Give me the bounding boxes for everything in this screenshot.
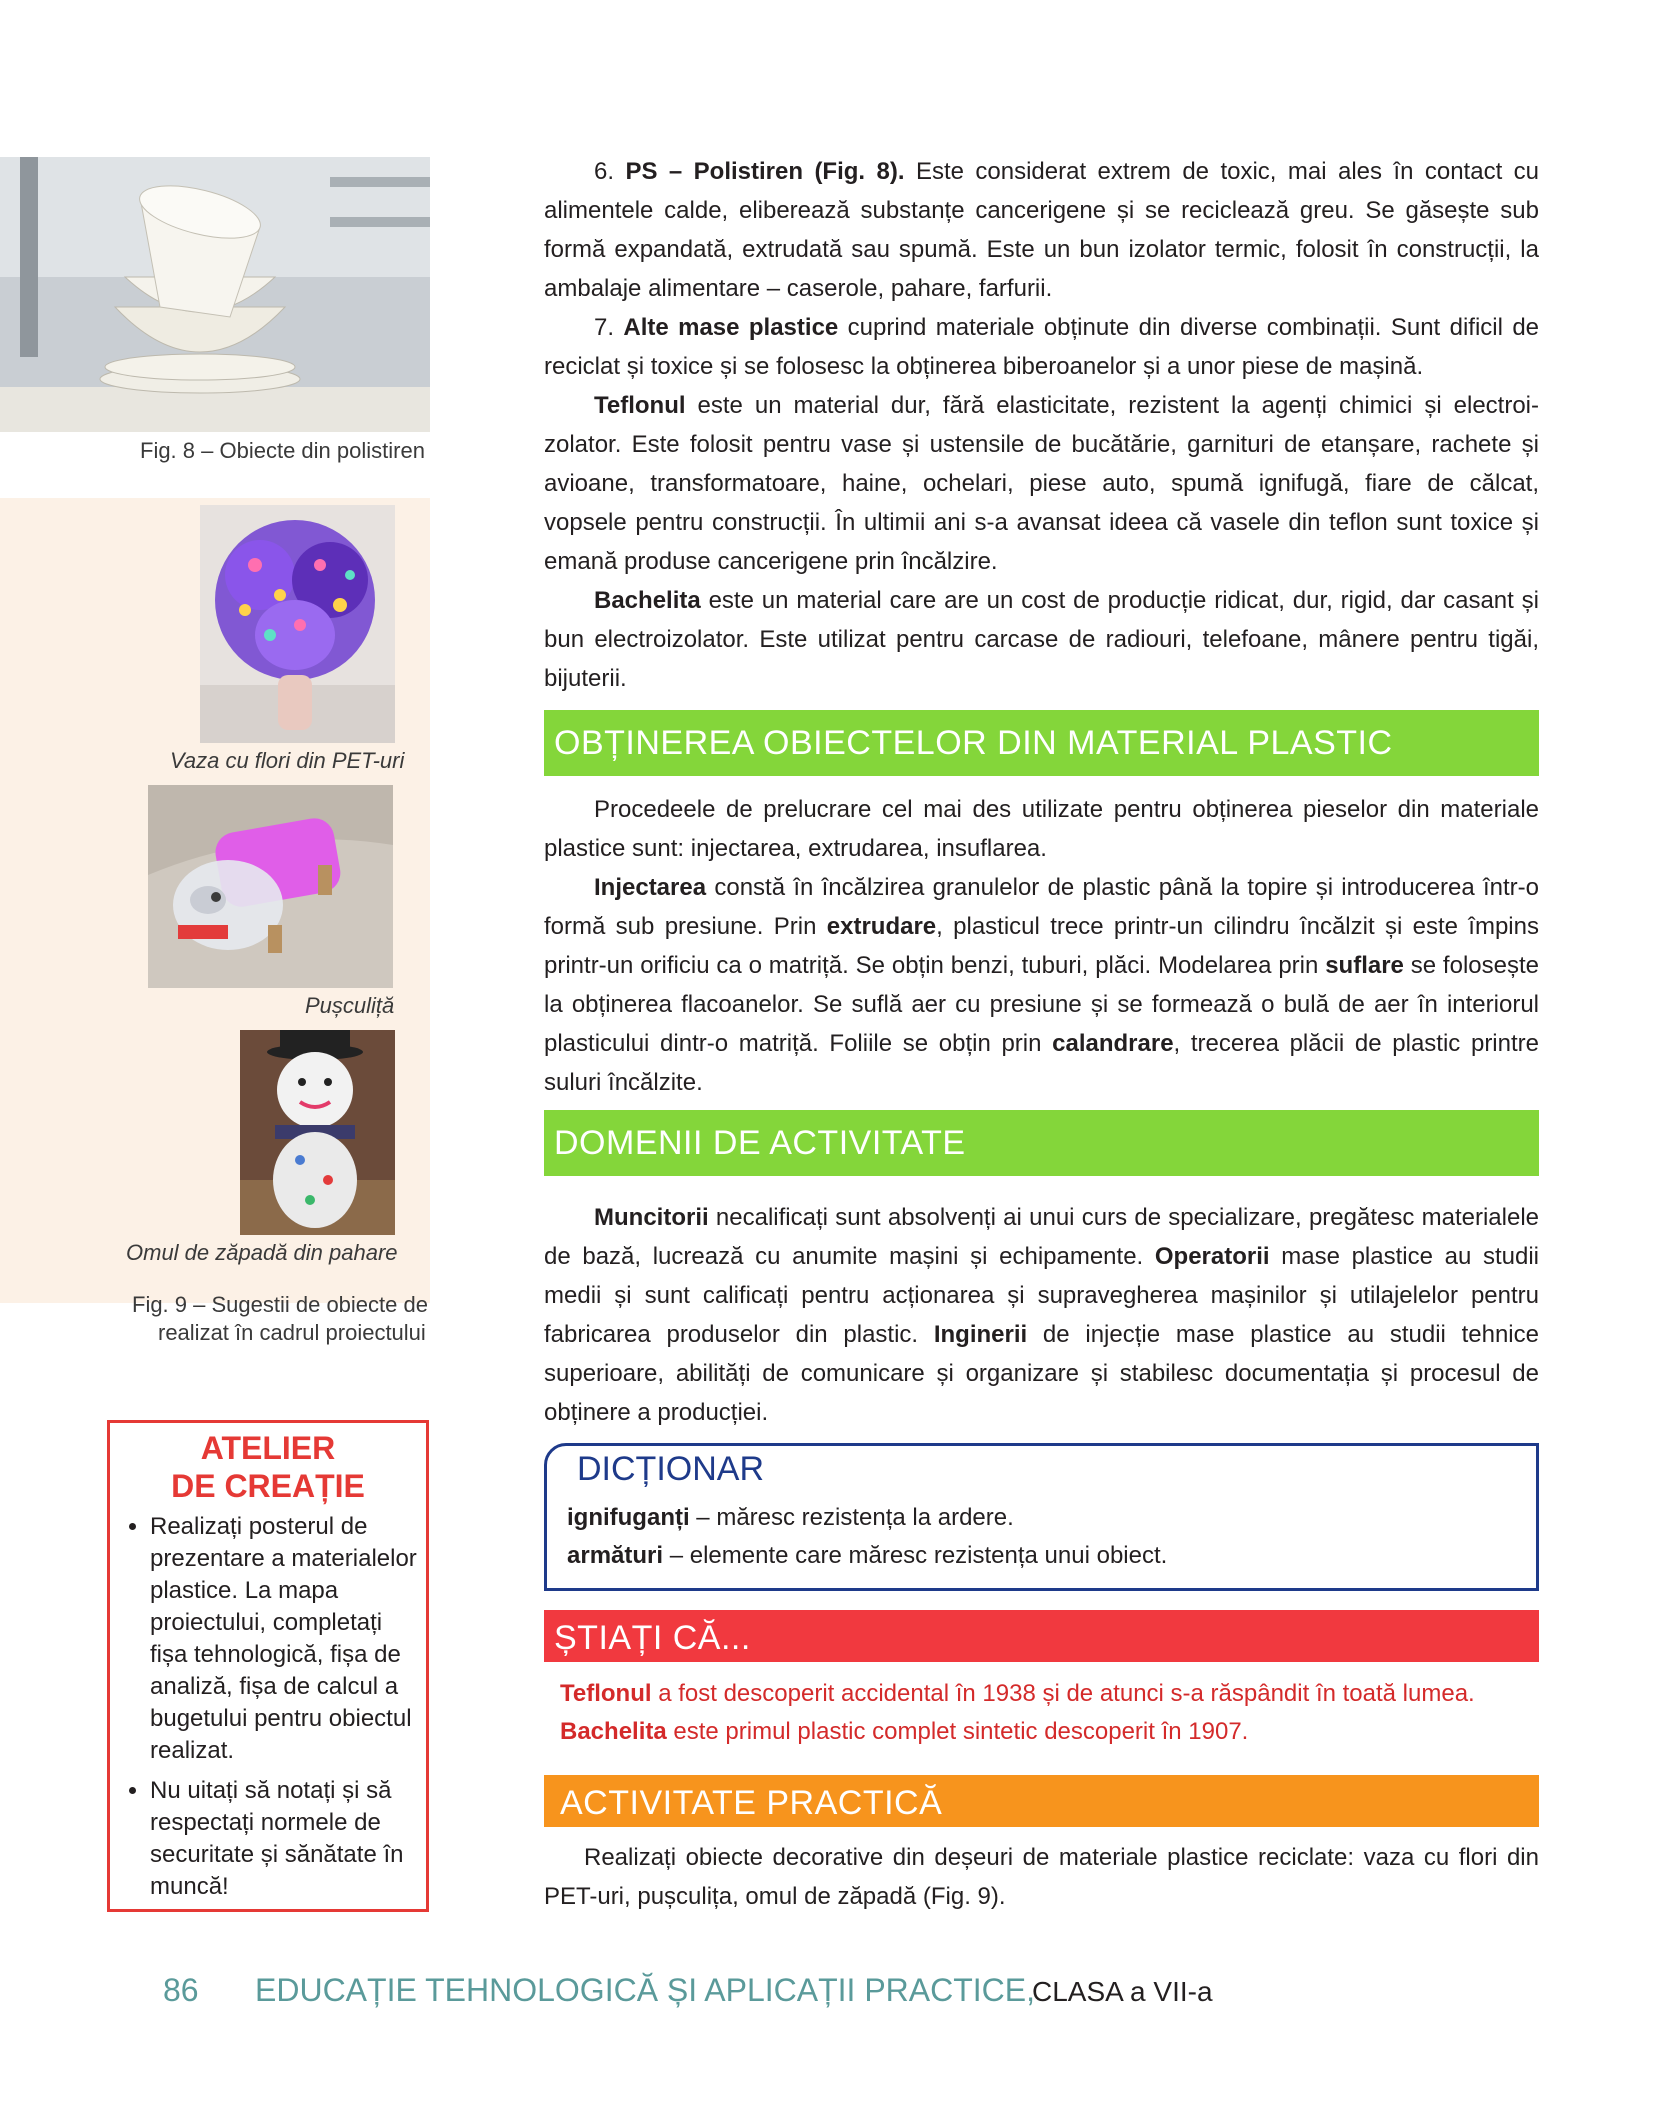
section-plastics-types [544, 152, 1539, 698]
atelier-item: • Nu uitați să notați și să respectați normele de securitate și sănătate în muncă! [150, 1775, 420, 1903]
dictionar-entry: ignifuganți – măresc rezistența la ardere. [567, 1504, 1014, 1531]
paragraph-careers: Muncitorii necalificați sunt absolvenți ai unui curs de specializare, pregătesc materialele de bază, lucrează cu anumite mașini și echipamente. Operatorii mase plastice au studii medii și sunt calificați pentru acționarea și supravegherea mașinilor și utilajelelor pentru fabricarea produselor din plastic. Inginerii de injecție mase plastice au studii tehnice superioare, abilități de comunicare și organizare și stabilesc documentația și procesul de obținere a producției. [544, 1204, 1539, 1426]
piggy-bank-caption: Pușculiță [305, 993, 395, 1018]
heading-stiati: ȘTIAȚI CĂ... [544, 1610, 1539, 1662]
stiati-fact-bakelite: Bachelita este primul plastic complet sintetic descoperit în 1907. [560, 1718, 1249, 1745]
paragraph-injection: Injectarea constă în încălzirea granulelor de plastic până la topire și introducerea într-o formă sub presiune. Prin extrudare, plasticul trece printr-un cilindru încălzit și este împins printr-un orificiu ca o matriță. Se obțin benzi, tuburi, plăci. Modelarea prin suflare se folosește la obținerea flacoanelor. Se suflă aer cu presiune și se formează o bulă de aer în interiorul plasticului dintr-o matriță. Foliile se obțin prin calandrare, trecerea plăcii de plastic printre suluri încălzite. [544, 874, 1539, 1096]
snowman-photo [240, 1030, 395, 1235]
dictionar-entry: armături – elemente care măresc rezistența unui obiect. [567, 1542, 1168, 1569]
piggy-bank-photo [148, 785, 393, 988]
heading-obtinerea: OBȚINEREA OBIECTELOR DIN MATERIAL PLASTIC [544, 710, 1539, 776]
paragraph-teflon: Teflonul este un material dur, fără elasticitate, rezistent la agenți chimici și electroizolator. Este folosit pentru vase și ustensile de bucătărie, garnituri de etanșare, rachete și avioane, transformatoare, haine, ochelari, piese auto, spumă ignifugă, fiare de călcat, vopsele pentru construcții. În ultimii ani s-a avansat ideea că vasele din teflon sunt toxice și emană produse cancerigene prin încălzire. [544, 392, 1539, 575]
stiati-fact-teflon: Teflonul a fost descoperit accidental în 1938 și de atunci s-a răspândit în toată lumea. [560, 1680, 1475, 1707]
atelier-box [107, 1420, 429, 1912]
dictionar-title: DICȚIONAR [577, 1450, 764, 1488]
fig8-caption: Fig. 8 – Obiecte din polistiren [140, 438, 425, 463]
polystyrene-photo [0, 157, 430, 432]
atelier-list [120, 1511, 420, 1911]
paragraph-activity: Realizați obiecte decorative din deșeuri de materiale plastice reciclate: vaza cu flori din PET-uri, pușculița, omul de zăpadă (Fig. 9). [544, 1844, 1539, 1910]
dictionar-box [544, 1443, 1539, 1591]
section-obtinerea [544, 790, 1539, 1102]
section-domenii [544, 1198, 1539, 1432]
heading-domenii: DOMENII DE ACTIVITATE [544, 1110, 1539, 1176]
snowman-caption: Omul de zăpadă din pahare [126, 1240, 398, 1265]
fig9-caption-line1: Fig. 9 – Sugestii de obiecte de [132, 1292, 428, 1317]
book-title: EDUCAȚIE TEHNOLOGICĂ ȘI APLICAȚII PRACTICE, [255, 1972, 1036, 2008]
class-label: CLASA a VII-a [1032, 1976, 1213, 2007]
heading-activitate: ACTIVITATE PRACTICĂ [544, 1775, 1539, 1827]
paragraph-procedures: Procedeele de prelucrare cel mai des utilizate pentru obținerea pieselor din materiale plastice sunt: injectarea, extrudarea, insuflarea. [544, 796, 1539, 862]
atelier-title-line2: DE CREAȚIE [171, 1468, 365, 1504]
paragraph-other-plastics: 7. Alte mase plastice cuprind materiale obținute din diverse combinații. Sunt dificil de reciclat și toxice și se folosesc la obținerea biberoanelor și a unor piese de mașină. [544, 314, 1540, 380]
section-activitate [544, 1838, 1539, 1916]
atelier-title-line1: ATELIER [200, 1430, 336, 1466]
atelier-item: • Realizați posterul de prezentare a materialelor plastice. La mapa proiectului, completați fișa tehnologică, fișa de analiză, fișa de calcul a bugetului pentru obiectul realizat. [150, 1511, 420, 1767]
paragraph-ps: 6. PS – Polistiren (Fig. 8). Este considerat extrem de toxic, mai ales în contact cu alimentele calde, eliberează substanțe cancerigene și se reciclează greu. Se găsește sub formă expandată, extrudată sau spumă. Este un bun izolator termic, folosit în construcții, la ambalaje alimentare – caserole, pahare, farfurii. [544, 158, 1540, 302]
page-number: 86 [163, 1972, 199, 2008]
paragraph-bakelite: Bachelita este un material care are un cost de producție ridicat, dur, rigid, dar casant și bun electroizolator. Este utilizat pentru carcase de radiouri, telefoane, mânere pentru tigăi, bijuterii. [544, 587, 1539, 692]
fig9-caption-line2: realizat în cadrul proiectului [158, 1320, 426, 1345]
vase-caption: Vaza cu flori din PET-uri [170, 748, 405, 773]
vase-photo [200, 505, 395, 743]
